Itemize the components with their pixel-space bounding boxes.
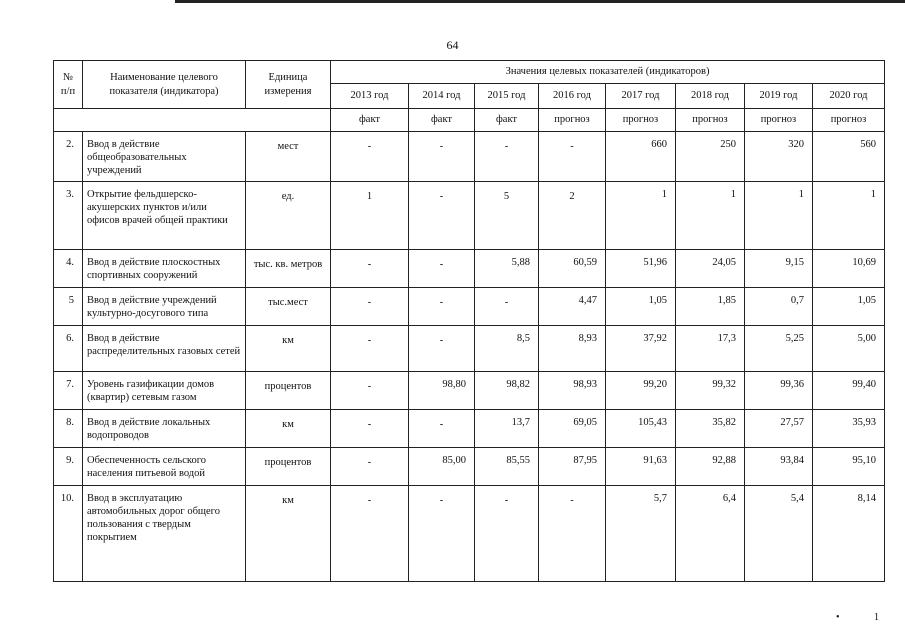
indicator-value: 92,88 [676, 448, 745, 486]
indicator-value: 98,80 [409, 372, 475, 410]
indicator-value: 1,85 [676, 288, 745, 326]
indicator-value: - [409, 326, 475, 372]
table-body [54, 132, 885, 582]
indicator-value: 0,7 [745, 288, 813, 326]
indicator-unit: тыс. кв. метров [246, 250, 331, 288]
indicator-unit: процентов [246, 372, 331, 410]
indicator-value: 5 [475, 182, 539, 250]
row-number: 9. [54, 448, 83, 486]
indicator-value: 37,92 [606, 326, 676, 372]
header-unit: Единица измерения [246, 61, 331, 109]
header-values: Значения целевых показателей (индикаторов) [331, 61, 885, 84]
indicator-unit: ед. [246, 182, 331, 250]
table-row [54, 132, 885, 182]
top-scan-line [175, 0, 905, 3]
row-number: 5 [54, 288, 83, 326]
indicator-value: 10,69 [813, 250, 885, 288]
row-number: 4. [54, 250, 83, 288]
year-header: 2015 год [475, 84, 539, 109]
indicator-name: Уровень газификации домов (квартир) сетевым газом [83, 372, 246, 410]
indicator-value: - [475, 288, 539, 326]
kind-header: прогноз [539, 109, 606, 132]
indicator-value: 5,4 [745, 486, 813, 582]
indicator-unit: км [246, 486, 331, 582]
row-number: 6. [54, 326, 83, 372]
indicator-value: 99,36 [745, 372, 813, 410]
indicator-value: 6,4 [676, 486, 745, 582]
indicator-value: 1,05 [813, 288, 885, 326]
header-row-kinds [54, 109, 885, 132]
indicator-value: 8,14 [813, 486, 885, 582]
indicator-value: 1 [331, 182, 409, 250]
indicator-value: 99,40 [813, 372, 885, 410]
indicator-value: - [331, 372, 409, 410]
row-number: 10. [54, 486, 83, 582]
indicator-value: - [539, 486, 606, 582]
header-num: № п/п [54, 61, 83, 109]
row-number: 3. [54, 182, 83, 250]
indicator-unit: тыс.мест [246, 288, 331, 326]
indicator-value: - [409, 288, 475, 326]
footer-mark: 1 [874, 612, 879, 623]
indicator-value: - [409, 132, 475, 182]
indicator-value: 1 [606, 182, 676, 250]
table-row [54, 250, 885, 288]
indicator-value: 17,3 [676, 326, 745, 372]
kind-header: прогноз [676, 109, 745, 132]
indicator-unit: км [246, 326, 331, 372]
row-number: 8. [54, 410, 83, 448]
year-header: 2019 год [745, 84, 813, 109]
kind-header: факт [475, 109, 539, 132]
indicator-name: Обеспеченность сельского населения питьевой водой [83, 448, 246, 486]
indicator-value: 24,05 [676, 250, 745, 288]
footer-mark: • [836, 612, 840, 623]
year-header: 2013 год [331, 84, 409, 109]
indicator-value: - [539, 132, 606, 182]
indicator-value: 250 [676, 132, 745, 182]
indicator-value: 8,93 [539, 326, 606, 372]
indicator-value: 93,84 [745, 448, 813, 486]
indicator-value: 1 [745, 182, 813, 250]
indicator-value: 560 [813, 132, 885, 182]
table-row [54, 448, 885, 486]
indicator-value: 1,05 [606, 288, 676, 326]
indicator-name: Ввод в действие распределительных газовых сетей [83, 326, 246, 372]
indicator-value: - [409, 410, 475, 448]
indicator-value: 5,88 [475, 250, 539, 288]
indicator-value: 35,82 [676, 410, 745, 448]
table-row [54, 486, 885, 582]
kind-header: факт [331, 109, 409, 132]
indicator-value: 35,93 [813, 410, 885, 448]
indicator-value: 2 [539, 182, 606, 250]
indicator-value: - [409, 486, 475, 582]
indicator-value: 99,20 [606, 372, 676, 410]
table-row [54, 182, 885, 250]
indicator-value: - [331, 448, 409, 486]
year-header: 2016 год [539, 84, 606, 109]
indicator-value: 4,47 [539, 288, 606, 326]
indicator-value: 8,5 [475, 326, 539, 372]
indicator-value: 9,15 [745, 250, 813, 288]
indicator-value: 660 [606, 132, 676, 182]
indicator-value: 27,57 [745, 410, 813, 448]
indicator-value: 320 [745, 132, 813, 182]
indicator-value: 60,59 [539, 250, 606, 288]
table-row [54, 410, 885, 448]
header-name: Наименование целевого показателя (индикатора) [83, 61, 246, 109]
indicator-value: 69,05 [539, 410, 606, 448]
year-header: 2020 год [813, 84, 885, 109]
indicator-name: Открытие фельдшерско-акушерских пунктов и/или офисов врачей общей практики [83, 182, 246, 250]
indicator-value: 5,00 [813, 326, 885, 372]
indicator-value: - [475, 486, 539, 582]
indicator-value: - [331, 326, 409, 372]
indicator-value: - [331, 288, 409, 326]
indicators-table [53, 60, 885, 582]
indicator-value: 98,82 [475, 372, 539, 410]
indicator-value: - [331, 250, 409, 288]
indicator-value: - [475, 132, 539, 182]
indicator-value: 85,55 [475, 448, 539, 486]
indicator-value: 1 [676, 182, 745, 250]
indicator-value: 99,32 [676, 372, 745, 410]
indicator-value: 51,96 [606, 250, 676, 288]
indicator-value: 13,7 [475, 410, 539, 448]
indicator-value: 87,95 [539, 448, 606, 486]
indicator-value: - [409, 182, 475, 250]
indicator-name: Ввод в действие плоскостных спортивных сооружений [83, 250, 246, 288]
indicator-unit: процентов [246, 448, 331, 486]
header-row-1 [54, 61, 885, 84]
kind-header: прогноз [745, 109, 813, 132]
indicator-name: Ввод в действие локальных водопроводов [83, 410, 246, 448]
indicator-value: 5,25 [745, 326, 813, 372]
year-header: 2014 год [409, 84, 475, 109]
indicator-unit: км [246, 410, 331, 448]
indicator-value: 5,7 [606, 486, 676, 582]
indicator-value: - [331, 132, 409, 182]
indicator-value: 98,93 [539, 372, 606, 410]
row-number: 2. [54, 132, 83, 182]
indicator-value: 1 [813, 182, 885, 250]
indicator-name: Ввод в эксплуатацию автомобильных дорог общего пользования с твердым покрытием [83, 486, 246, 582]
table-row [54, 288, 885, 326]
table-row [54, 372, 885, 410]
year-header: 2017 год [606, 84, 676, 109]
indicator-value: - [331, 486, 409, 582]
indicator-value: - [331, 410, 409, 448]
indicator-unit: мест [246, 132, 331, 182]
table-row [54, 326, 885, 372]
indicator-value: 91,63 [606, 448, 676, 486]
kind-header: прогноз [813, 109, 885, 132]
indicator-value: 85,00 [409, 448, 475, 486]
indicator-name: Ввод в действие общеобразовательных учреждений [83, 132, 246, 182]
header-kinds-blank [54, 109, 331, 132]
year-header: 2018 год [676, 84, 745, 109]
kind-header: прогноз [606, 109, 676, 132]
page-number: 64 [446, 38, 459, 52]
kind-header: факт [409, 109, 475, 132]
indicator-value: 95,10 [813, 448, 885, 486]
row-number: 7. [54, 372, 83, 410]
indicator-value: - [409, 250, 475, 288]
indicator-name: Ввод в действие учреждений культурно-досугового типа [83, 288, 246, 326]
indicator-value: 105,43 [606, 410, 676, 448]
